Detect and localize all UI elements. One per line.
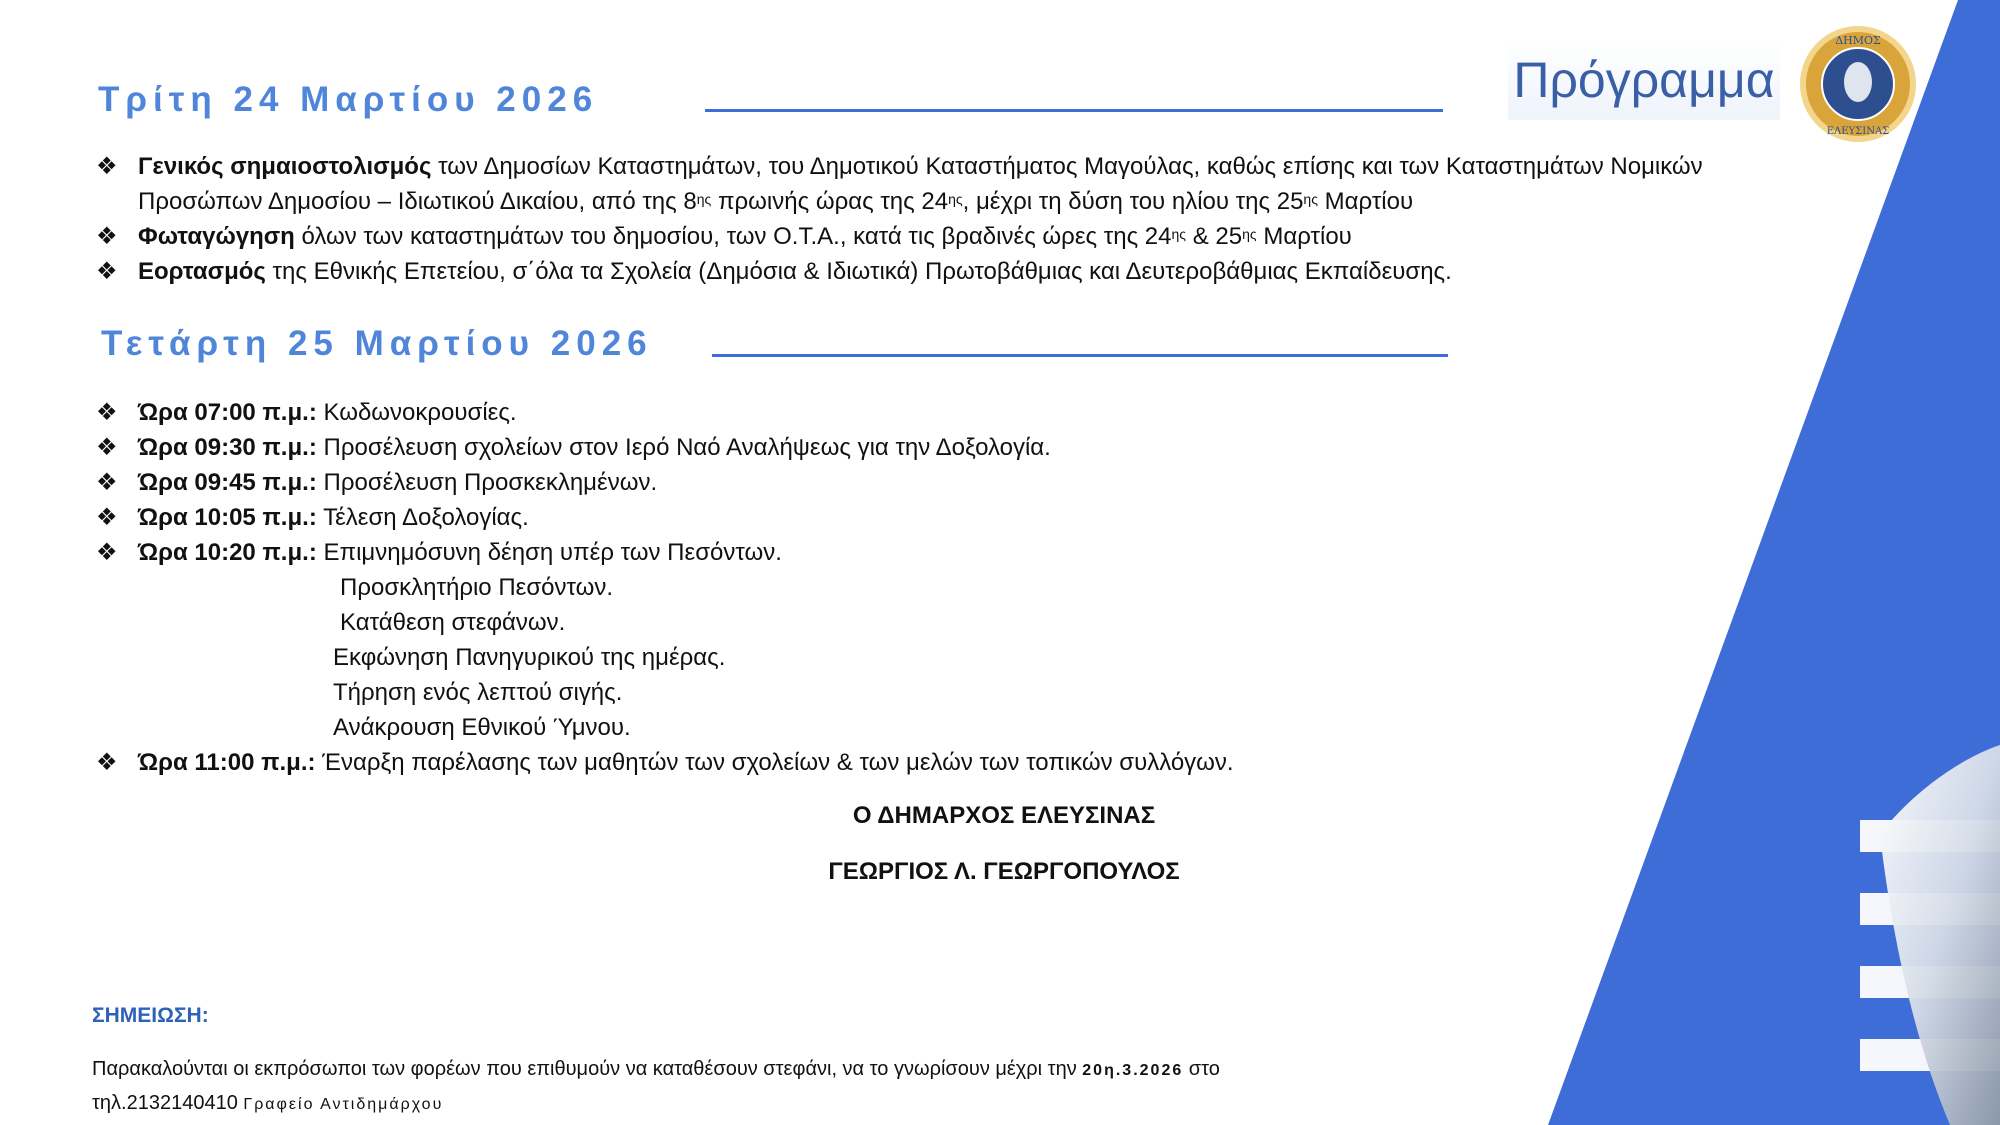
ordinal-suffix: ης [1242,226,1257,242]
note-body [92,1053,1220,1121]
emblem-top-text: ΔΗΜΟΣ [1835,34,1881,47]
sub-item: Προσκλητήριο Πεσόντων. [340,574,614,601]
diamond-bullet-icon: ❖ [96,223,118,250]
mayor-name: ΓΕΩΡΓΙΟΣ Λ. ΓΕΩΡΓΟΠΟΥΛΟΣ [828,858,1180,885]
note-deadline-date: 20η.3.2026 [1082,1062,1184,1079]
diamond-bullet-icon: ❖ [96,434,118,461]
day1-title-rule [705,109,1443,112]
diamond-bullet-icon: ❖ [96,153,118,180]
day2-title: Τετάρτη 25 Μαρτίου 2026 [101,324,653,363]
day1-list [92,149,1703,289]
item-text: Προσώπων Δημοσίου – Ιδιωτικού Δικαίου, από της 8 [138,188,697,215]
list-item [92,254,1703,289]
sub-item: Τήρηση ενός λεπτού σιγής. [333,679,623,706]
note-line1-end: στο [1188,1058,1220,1080]
schedule-item [92,535,1051,570]
ordinal-suffix: ης [696,191,712,207]
schedule-time: Ώρα 09:45 π.μ.: [138,469,317,496]
item-text: πρωινής ώρας της 24 [711,188,949,215]
schedule-time: Ώρα 11:00 π.μ.: [138,749,316,776]
sub-item: Κατάθεση στεφάνων. [340,609,566,636]
emblem-bottom-text: ΕΛΕΥΣΙΝΑΣ [1826,126,1890,137]
diamond-bullet-icon: ❖ [96,258,118,285]
list-item [92,219,1703,254]
schedule-text: Επιμνημόσυνη δέηση υπέρ των Πεσόντων. [316,539,782,566]
item-text: Μαρτίου [1317,188,1414,215]
item-text: , μέχρι τη δύση του ηλίου της 25 [962,188,1304,215]
schedule-item [92,500,1051,535]
item-text: όλων των καταστημάτων του δημοσίου, των Ο.Τ.Α., κατά τις βραδινές ώρες της 24 [294,223,1172,250]
item-text: Μαρτίου [1256,223,1352,250]
schedule-item [92,745,1234,780]
day2-schedule-list [92,395,1051,570]
sub-item: Ανάκρουση Εθνικού Ύμνου. [333,714,631,741]
schedule-text: Προσέλευση σχολείων στον Ιερό Ναό Αναλήψεως για την Δοξολογία. [316,434,1051,461]
schedule-item [92,430,1051,465]
schedule-item [92,395,1051,430]
item-bold-label: Φωταγώγηση [138,223,295,250]
ordinal-suffix: ης [1171,226,1187,242]
diamond-bullet-icon: ❖ [96,469,118,496]
ordinal-suffix: ης [1303,191,1318,207]
diamond-bullet-icon: ❖ [96,504,118,531]
diamond-bullet-icon: ❖ [96,749,118,776]
schedule-time: Ώρα 09:30 π.μ.: [138,434,317,461]
item-bold-label: Γενικός σημαιοστολισμός [138,153,432,180]
schedule-time: Ώρα 10:05 π.μ.: [138,504,317,531]
schedule-text: Έναρξη παρέλασης των μαθητών των σχολείων & των μελών των τοπικών συλλόγων. [315,749,1234,776]
note-office: Γραφείο Αντιδημάρχου [243,1096,444,1113]
note-line1-text: Παρακαλούνται οι εκπρόσωποι των φορέων που επιθυμούν να καταθέσουν στεφάνι, να το γνωρίσουν μέχρι την [92,1058,1077,1080]
item-text: της Εθνικής Επετείου, σ΄όλα τα Σχολεία (Δημόσια & Ιδιωτικά) Πρωτοβάθμιας και Δευτεροβάθμιας Εκπαίδευσης. [265,258,1452,285]
schedule-time: Ώρα 10:20 π.μ.: [138,539,317,566]
day2-title-rule [712,354,1448,357]
item-text: των Δημοσίων Καταστημάτων, του Δημοτικού Καταστήματος Μαγούλας, καθώς επίσης και των Καταστημάτων Νομικών [431,153,1703,180]
diamond-bullet-icon: ❖ [96,399,118,426]
schedule-item [92,465,1051,500]
mayor-title: Ο ΔΗΜΑΡΧΟΣ ΕΛΕΥΣΙΝΑΣ [852,802,1156,829]
day1-title: Τρίτη 24 Μαρτίου 2026 [98,80,599,119]
diamond-bullet-icon: ❖ [96,539,118,566]
sub-item: Εκφώνηση Πανηγυρικού της ημέρας. [333,644,726,671]
ordinal-suffix: ης [948,191,963,207]
item-text: & 25 [1186,223,1243,250]
note-phone: τηλ.2132140410 [92,1092,238,1114]
schedule-text: Κωδωνοκρουσίες. [316,399,517,426]
list-item [92,149,1703,219]
day2-final-list [92,745,1234,780]
schedule-text: Προσέλευση Προσκεκλημένων. [316,469,658,496]
note-label: ΣΗΜΕΙΩΣΗ: [92,1004,209,1027]
item-bold-label: Εορτασμός [138,258,266,285]
schedule-text: Τέλεση Δοξολογίας. [316,504,529,531]
schedule-time: Ώρα 07:00 π.μ.: [138,399,317,426]
municipality-emblem [1796,22,1920,146]
program-logo-title: Πρόγραμμα [1508,40,1780,120]
